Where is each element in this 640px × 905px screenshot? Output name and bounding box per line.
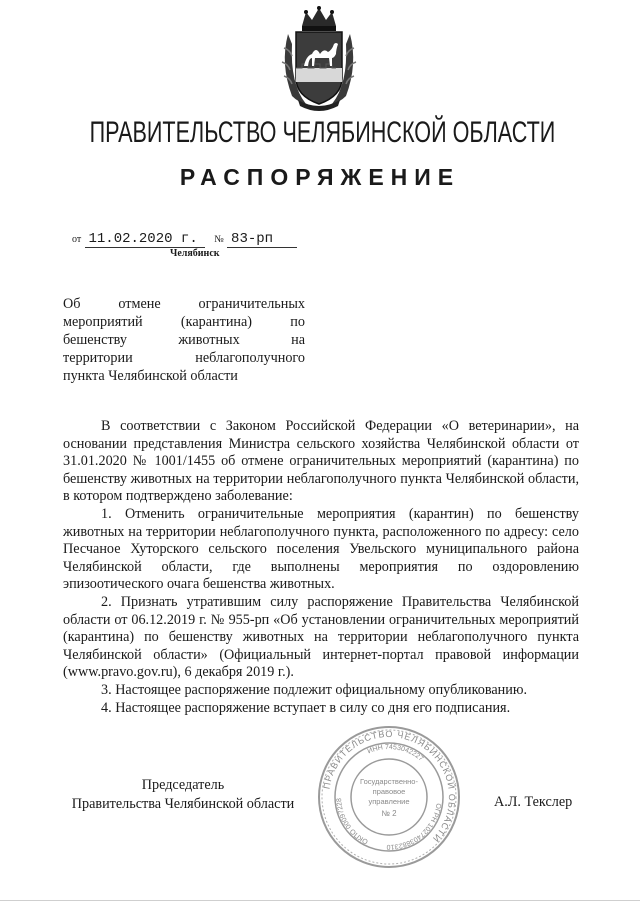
document-type: РАСПОРЯЖЕНИЕ: [179, 164, 461, 190]
organization-title: ПРАВИТЕЛЬСТВО ЧЕЛЯБИНСКОЙ ОБЛАСТИ: [89, 116, 556, 149]
signatory-title-line1: Председатель: [141, 777, 225, 793]
date-number-line: [72, 230, 297, 248]
document-number: 83-рп: [227, 231, 297, 248]
clause-1: 1. Отменить ограничительные мероприятия (карантин) по бешенству животных на территории неблагополучного пункта, расположенного по адресу: село Песчаное Хуторского сельского поселения Увельского муниципального района Челябинской области, где выполнены мероприятия по оздоровлению эпизоотического очага бешенства животных.: [63, 505, 579, 593]
signatory-title-line2: Правительства Челябинской области: [71, 796, 295, 812]
subject-line: территории неблагополучного: [63, 350, 305, 366]
clause-4: 4. Настоящее распоряжение вступает в силу со дня его подписания.: [101, 699, 511, 716]
city-label: Челябинск: [170, 248, 220, 259]
number-label: №: [214, 234, 224, 245]
subject-line: пункта Челябинской области: [63, 368, 238, 384]
official-seal-icon: [316, 724, 462, 870]
page-bottom-edge: [0, 900, 640, 901]
signatory-title: [63, 776, 303, 814]
seal-center-line: управление: [368, 797, 410, 806]
document-date: 11.02.2020 г.: [85, 231, 205, 248]
seal-ogrn: ОГРН 1027403882310: [386, 802, 442, 851]
seal-ring-text: ПРАВИТЕЛЬСТВО ЧЕЛЯБИНСКОЙ ОБЛАСТИ: [321, 728, 458, 845]
clause-2: 2. Признать утратившим силу распоряжение Правительства Челябинской области от 06.12.2019 г. № 955-рп «Об установлении ограничительных мероприятий (карантина) по бешенству животных на территории неблагополучного пункта Челябинской области» (Официальный интернет-портал правовой информации (www.pravo.gov.ru), 6 декабря 2019 г.).: [63, 593, 579, 681]
seal-center-line: правовое: [372, 787, 406, 796]
signatory-name: А.Л. Текслер: [494, 794, 573, 810]
date-label: от: [72, 234, 82, 245]
subject-line: Об отмене ограничительных: [63, 296, 305, 312]
coat-of-arms-icon: [276, 4, 362, 114]
document-body: [63, 418, 579, 717]
seal-okpo: ОКПО 00097228: [335, 797, 370, 845]
clause-3: 3. Настоящее распоряжение подлежит официальному опубликованию.: [101, 681, 528, 698]
subject-line: бешенству животных на: [63, 332, 305, 348]
seal-center-line: № 2: [381, 809, 397, 818]
seal-center-line: Государственно-: [360, 777, 418, 786]
document-subject: [63, 295, 305, 385]
seal-inn: ИНН 7453042227: [366, 743, 425, 763]
subject-line: мероприятий (карантина) по: [63, 314, 305, 330]
preamble-paragraph: В соответствии с Законом Российской Федерации «О ветеринарии», на основании представления Министра сельского хозяйства Челябинской области от 31.01.2020 № 1001/1455 об отмене ограничительных мероприятий (карантина) по бешенству животных на территории неблагополучного пункта Челябинской области, в котором подтверждено заболевание:: [63, 418, 579, 505]
